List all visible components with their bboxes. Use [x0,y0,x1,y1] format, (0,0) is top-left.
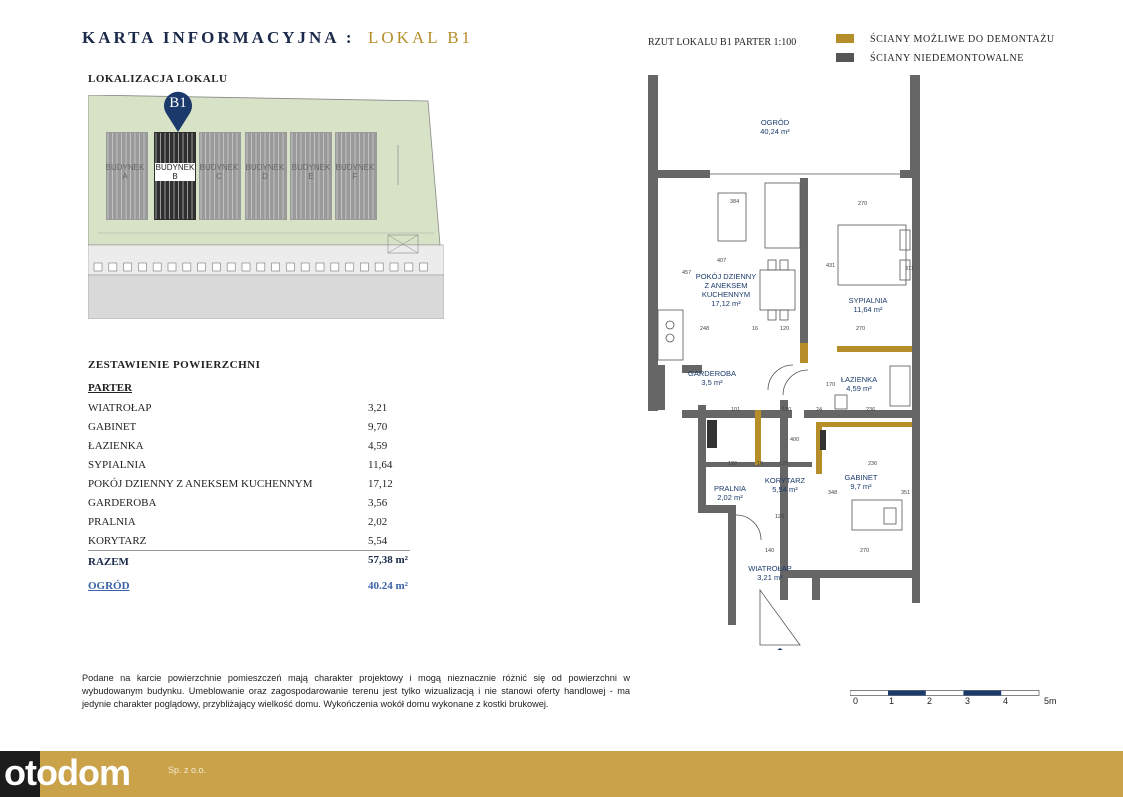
dimension-label: 384 [730,199,740,205]
room-garden: OGRÓD 40,24 m² [760,118,790,136]
room-bathroom: ŁAZIENKA 4,59 m² [840,375,878,393]
dimension-label: 24 [816,407,823,413]
dimension-label: 120 [780,326,790,332]
table-row: KORYTARZ 5,54 [88,535,388,547]
disclaimer-note: Podane na karcie powierzchnie pomieszczeń mają charakter projektowy i mogą nieznacznie różnić się od powierzchni w wybudowanym budynku. Umeblowanie oraz zagospodarowanie terenu jest tylko wizualizacją i nie stanowi oferty handlowej - ma jedynie charakter poglądowy, przybliżający wielkość domu. Wykończenia wokół domu wykonane z kostki brukowej. [82,673,630,709]
dimension-label: 270 [856,326,866,332]
dimension-label: 351 [901,490,911,496]
dimension-label: 236 [868,461,878,467]
table-row: ŁAZIENKA 4,59 [88,440,388,452]
location-pin-label: B1 [169,95,187,111]
total-divider [88,550,410,551]
table-row: POKÓJ DZIENNY Z ANEKSEM KUCHENNYM 17,12 [88,478,393,490]
scale-tick: 2 [927,696,933,706]
dimension-label: 248 [700,326,710,332]
dimension-label: 311 [905,266,914,272]
plan-title: RZUT LOKALU B1 PARTER 1:100 [648,37,797,48]
dimension-label: 431 [826,263,836,269]
total-value: 57,38 m² [368,554,408,566]
scale-tick: 1 [889,696,895,706]
building-f-label: BUDYNEK F [335,163,375,181]
dimension-label: 101 [731,407,741,413]
dimension-label: 400 [790,437,800,443]
table-row: WIATROŁAP 3,21 [88,402,388,414]
dimension-label: 120 [775,514,785,520]
dimension-label: 348 [828,490,838,496]
dimension-label: 170 [826,382,836,388]
room-bedroom: SYPIALNIA 11,64 m² [848,296,888,314]
location-heading: LOKALIZACJA LOKALU [88,73,228,85]
scale-tick: 4 [1003,696,1009,706]
scale-tick: 0 [853,696,859,706]
room-living: POKÓJ DZIENNY Z ANEKSEM KUCHENNYM 17,12 m² [695,272,757,308]
dimension-label: 457 [682,270,692,276]
footer-company: Sp. z o.o. [168,765,207,775]
table-row: GARDEROBA 3,56 [88,497,388,509]
total-label: RAZEM [88,556,129,568]
unit-name: LOKAL B1 [368,28,474,47]
scale-tick: 3 [965,696,971,706]
site-plan-drawing [88,95,444,319]
garden-label: OGRÓD [88,580,130,592]
legend-swatch-demountable [836,34,854,43]
dimension-label: 16 [757,461,764,467]
building-e-label: BUDYNEK E [291,163,331,181]
room-wardrobe: GARDEROBA 3,5 m² [688,369,736,387]
dimension-label: 120 [779,461,789,467]
site-plan [88,95,444,319]
garden-value: 40.24 m² [368,580,408,592]
legend-fixed: ŚCIANY NIEDEMONTOWALNE [870,53,1025,64]
areas-heading: ZESTAWIENIE POWIERZCHNI [88,359,261,371]
floor-plan-drawing [620,70,940,650]
page-title: KARTA INFORMACYJNA : [82,28,355,47]
floor-label: PARTER [88,382,133,394]
legend-demountable: ŚCIANY MOŻLIWE DO DEMONTAŻU [870,34,1055,45]
table-row: SYPIALNIA 11,64 [88,459,393,471]
room-vestibule: WIATROŁAP 3,21 m² [748,564,792,582]
dimension-label: 236 [866,407,876,413]
dimension-label: 120 [782,407,792,413]
dimension-label: 270 [858,201,868,207]
dimension-label: 270 [860,548,870,554]
dimension-label: 407 [717,258,727,264]
scale-tick: 5m [1044,696,1057,706]
building-d-label: BUDYNEK D [245,163,285,181]
table-row: PRALNIA 2,02 [88,516,388,528]
legend-swatch-fixed [836,53,854,62]
building-b-label: BUDYNEK B [155,163,195,181]
dimension-label: 16 [752,326,759,332]
room-office: GABINET 9,7 m² [844,473,878,491]
scale-bar [850,685,1040,693]
room-laundry: PRALNIA 2,02 m² [713,484,747,502]
table-row: GABINET 9,70 [88,421,388,433]
building-a-label: BUDYNEK A [105,163,145,181]
otodom-logo: otodom [4,752,130,793]
dimension-label: 140 [765,548,775,554]
room-corridor: KORYTARZ 5,54 m² [764,476,806,494]
building-c-label: BUDYNEK C [199,163,239,181]
dimension-label: 126 [728,461,738,467]
floor-plan [620,70,940,650]
